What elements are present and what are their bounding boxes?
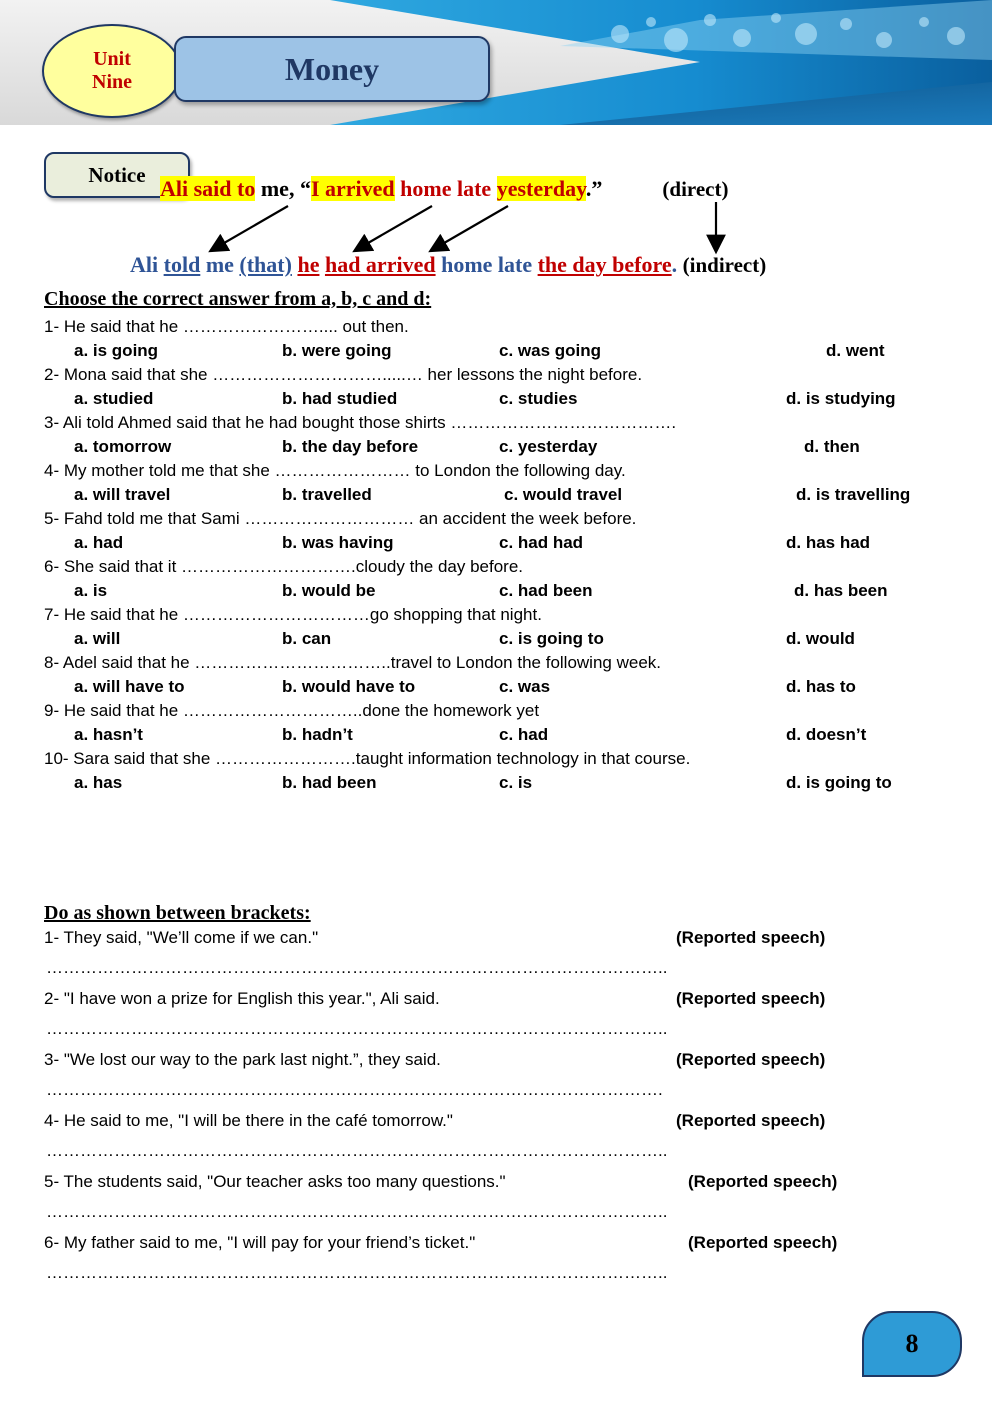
brackets-tag: (Reported speech) [676,989,826,1008]
mcq-option-b[interactable]: b. was having [282,533,394,552]
indirect-day-before: the day before [537,252,672,277]
unit-label-line2: Nine [92,71,132,93]
mcq-option-a[interactable]: a. has [74,773,123,792]
brackets-item [44,1172,954,1202]
mcq-question: 2- Mona said that she ………………………….....… her lessons the night before. [44,365,643,384]
mcq-section-heading: Choose the correct answer from a, b, c and d: [44,288,432,310]
brackets-question: 5- The students said, "Our teacher asks too many questions." [44,1172,506,1191]
direct-mid: home late [394,176,497,201]
mcq-option-d[interactable]: d. has had [786,533,871,552]
mcq-option-c[interactable]: c. yesterday [499,437,598,456]
mcq-options-row [44,437,954,458]
brackets-item [44,989,954,1019]
indirect-that: (that) [239,252,292,277]
mcq-option-c[interactable]: c. would travel [504,485,623,504]
mcq-option-a[interactable]: a. hasn’t [74,725,143,744]
mcq-option-b[interactable]: b. can [282,629,332,648]
mcq-question: 7- He said that he ……………………………go shopping that night. [44,605,542,624]
direct-arrived: I arrived [310,176,395,201]
answer-line[interactable]: ……………………………………………………………………………………………….. [46,958,668,977]
answer-line[interactable]: ……………………………………………………………………………………………….. [46,1141,668,1160]
indirect-w11: . [671,252,678,277]
answer-line[interactable]: ……………………………………………………………………………………………….. [46,1019,668,1038]
brackets-tag: (Reported speech) [688,1233,838,1252]
brackets-list [44,928,954,1294]
mcq-option-b[interactable]: b. were going [282,341,392,360]
brackets-item [44,1233,954,1263]
indirect-w9: home late [435,252,538,277]
mcq-option-d[interactable]: d. is going to [786,773,892,792]
direct-said-to: Ali said to [160,176,256,201]
mcq-option-b[interactable]: b. would be [282,581,376,600]
mcq-options-row [44,485,954,506]
brackets-tag: (Reported speech) [676,1111,826,1130]
mcq-option-d[interactable]: d. then [804,437,860,456]
mcq-option-c[interactable]: c. was going [499,341,602,360]
mcq-option-c[interactable]: c. studies [499,389,578,408]
mcq-option-c[interactable]: c. had [499,725,549,744]
brackets-tag: (Reported speech) [676,1050,826,1069]
brackets-item [44,1050,954,1080]
mcq-options-row [44,725,954,746]
mcq-option-b[interactable]: b. had been [282,773,377,792]
brackets-tag: (Reported speech) [688,1172,838,1191]
mcq-option-a[interactable]: a. will have to [74,677,185,696]
answer-line[interactable]: ………………………………………………………………………………………………. [46,1080,663,1099]
mcq-option-b[interactable]: b. travelled [282,485,372,504]
mcq-options-row [44,629,954,650]
mcq-option-a[interactable]: a. will travel [74,485,171,504]
mcq-options-row [44,677,954,698]
mcq-options-row [44,389,954,410]
answer-line[interactable]: ……………………………………………………………………………………………….. [46,1202,668,1221]
mcq-option-a[interactable]: a. is going [74,341,159,360]
mcq-option-b[interactable]: b. had studied [282,389,398,408]
mcq-option-d[interactable]: d. has to [786,677,856,696]
mcq-options-row [44,581,954,602]
mcq-question: 5- Fahd told me that Sami ………………………… an accident the week before. [44,509,637,528]
indirect-w1: Ali [130,252,164,277]
page-title: Money [284,50,380,87]
indirect-speech-example [130,252,766,278]
mcq-question: 10- Sara said that she …………………….taught information technology in that course. [44,749,691,768]
brackets-question: 6- My father said to me, "I will pay for your friend’s ticket." [44,1233,476,1252]
mcq-option-d[interactable]: d. is travelling [796,485,911,504]
mcq-option-c[interactable]: c. is going to [499,629,604,648]
mcq-option-b[interactable]: b. hadn’t [282,725,353,744]
mcq-option-d[interactable]: d. would [786,629,855,648]
mcq-options-row [44,773,954,794]
brackets-question: 4- He said to me, "I will be there in the café tomorrow." [44,1111,453,1130]
mcq-option-d[interactable]: d. doesn’t [786,725,867,744]
indirect-told: told [163,252,201,277]
mcq-question: 4- My mother told me that she …………………… to London the following day. [44,461,626,480]
indirect-w3: me [200,252,240,277]
brackets-tag: (Reported speech) [676,928,826,947]
mcq-option-a[interactable]: a. tomorrow [74,437,172,456]
mcq-options-row [44,341,954,362]
brackets-item [44,928,954,958]
mcq-option-c[interactable]: c. is [499,773,533,792]
direct-me: me, “ [255,176,311,201]
mcq-question: 8- Adel said that he ……………………………..travel to London the following week. [44,653,661,672]
answer-line[interactable]: ……………………………………………………………………………………………….. [46,1263,668,1282]
indirect-he: he [297,252,320,277]
direct-yesterday: yesterday [496,176,586,201]
brackets-item [44,1111,954,1141]
mcq-option-c[interactable]: c. had been [499,581,593,600]
mcq-option-b[interactable]: b. would have to [282,677,416,696]
mcq-option-d[interactable]: d. has been [794,581,888,600]
mcq-option-a[interactable]: a. is [74,581,108,600]
mcq-option-c[interactable]: c. was [499,677,551,696]
mcq-question: 1- He said that he …………………….... out then. [44,317,409,336]
mcq-option-b[interactable]: b. the day before [282,437,419,456]
mcq-question: 6- She said that it ………………………….cloudy the day before. [44,557,524,576]
mcq-option-c[interactable]: c. had had [499,533,584,552]
brackets-section-heading: Do as shown between brackets: [44,902,311,924]
page-number: 8 [905,1329,919,1358]
unit-label-line1: Unit [93,48,131,70]
brackets-question: 2- "I have won a prize for English this year.", Ali said. [44,989,440,1008]
mcq-option-d[interactable]: d. is studying [786,389,896,408]
page-banner [0,0,992,136]
direct-tag: (direct) [662,177,729,201]
brackets-question: 1- They said, "We’ll come if we can." [44,928,319,947]
indirect-tag: (indirect) [682,253,767,277]
mcq-options-row [44,533,954,554]
notice-label: Notice [88,162,146,187]
unit-badge [42,24,182,118]
mcq-option-a[interactable]: a. will [74,629,121,648]
indirect-had-arrived: had arrived [324,252,436,277]
unit-title-box [174,36,490,102]
mcq-question: 3- Ali told Ahmed said that he had bought those shirts …………………………………. [44,413,677,432]
page-number-badge [862,1311,962,1377]
mcq-list [44,314,954,794]
brackets-question: 3- "We lost our way to the park last night.”, they said. [44,1050,441,1069]
mcq-option-a[interactable]: a. had [74,533,124,552]
mcq-question: 9- He said that he …………………………..done the homework yet [44,701,540,720]
direct-end-quote: .” [585,176,603,201]
mcq-option-a[interactable]: a. studied [74,389,154,408]
mcq-option-d[interactable]: d. went [826,341,885,360]
